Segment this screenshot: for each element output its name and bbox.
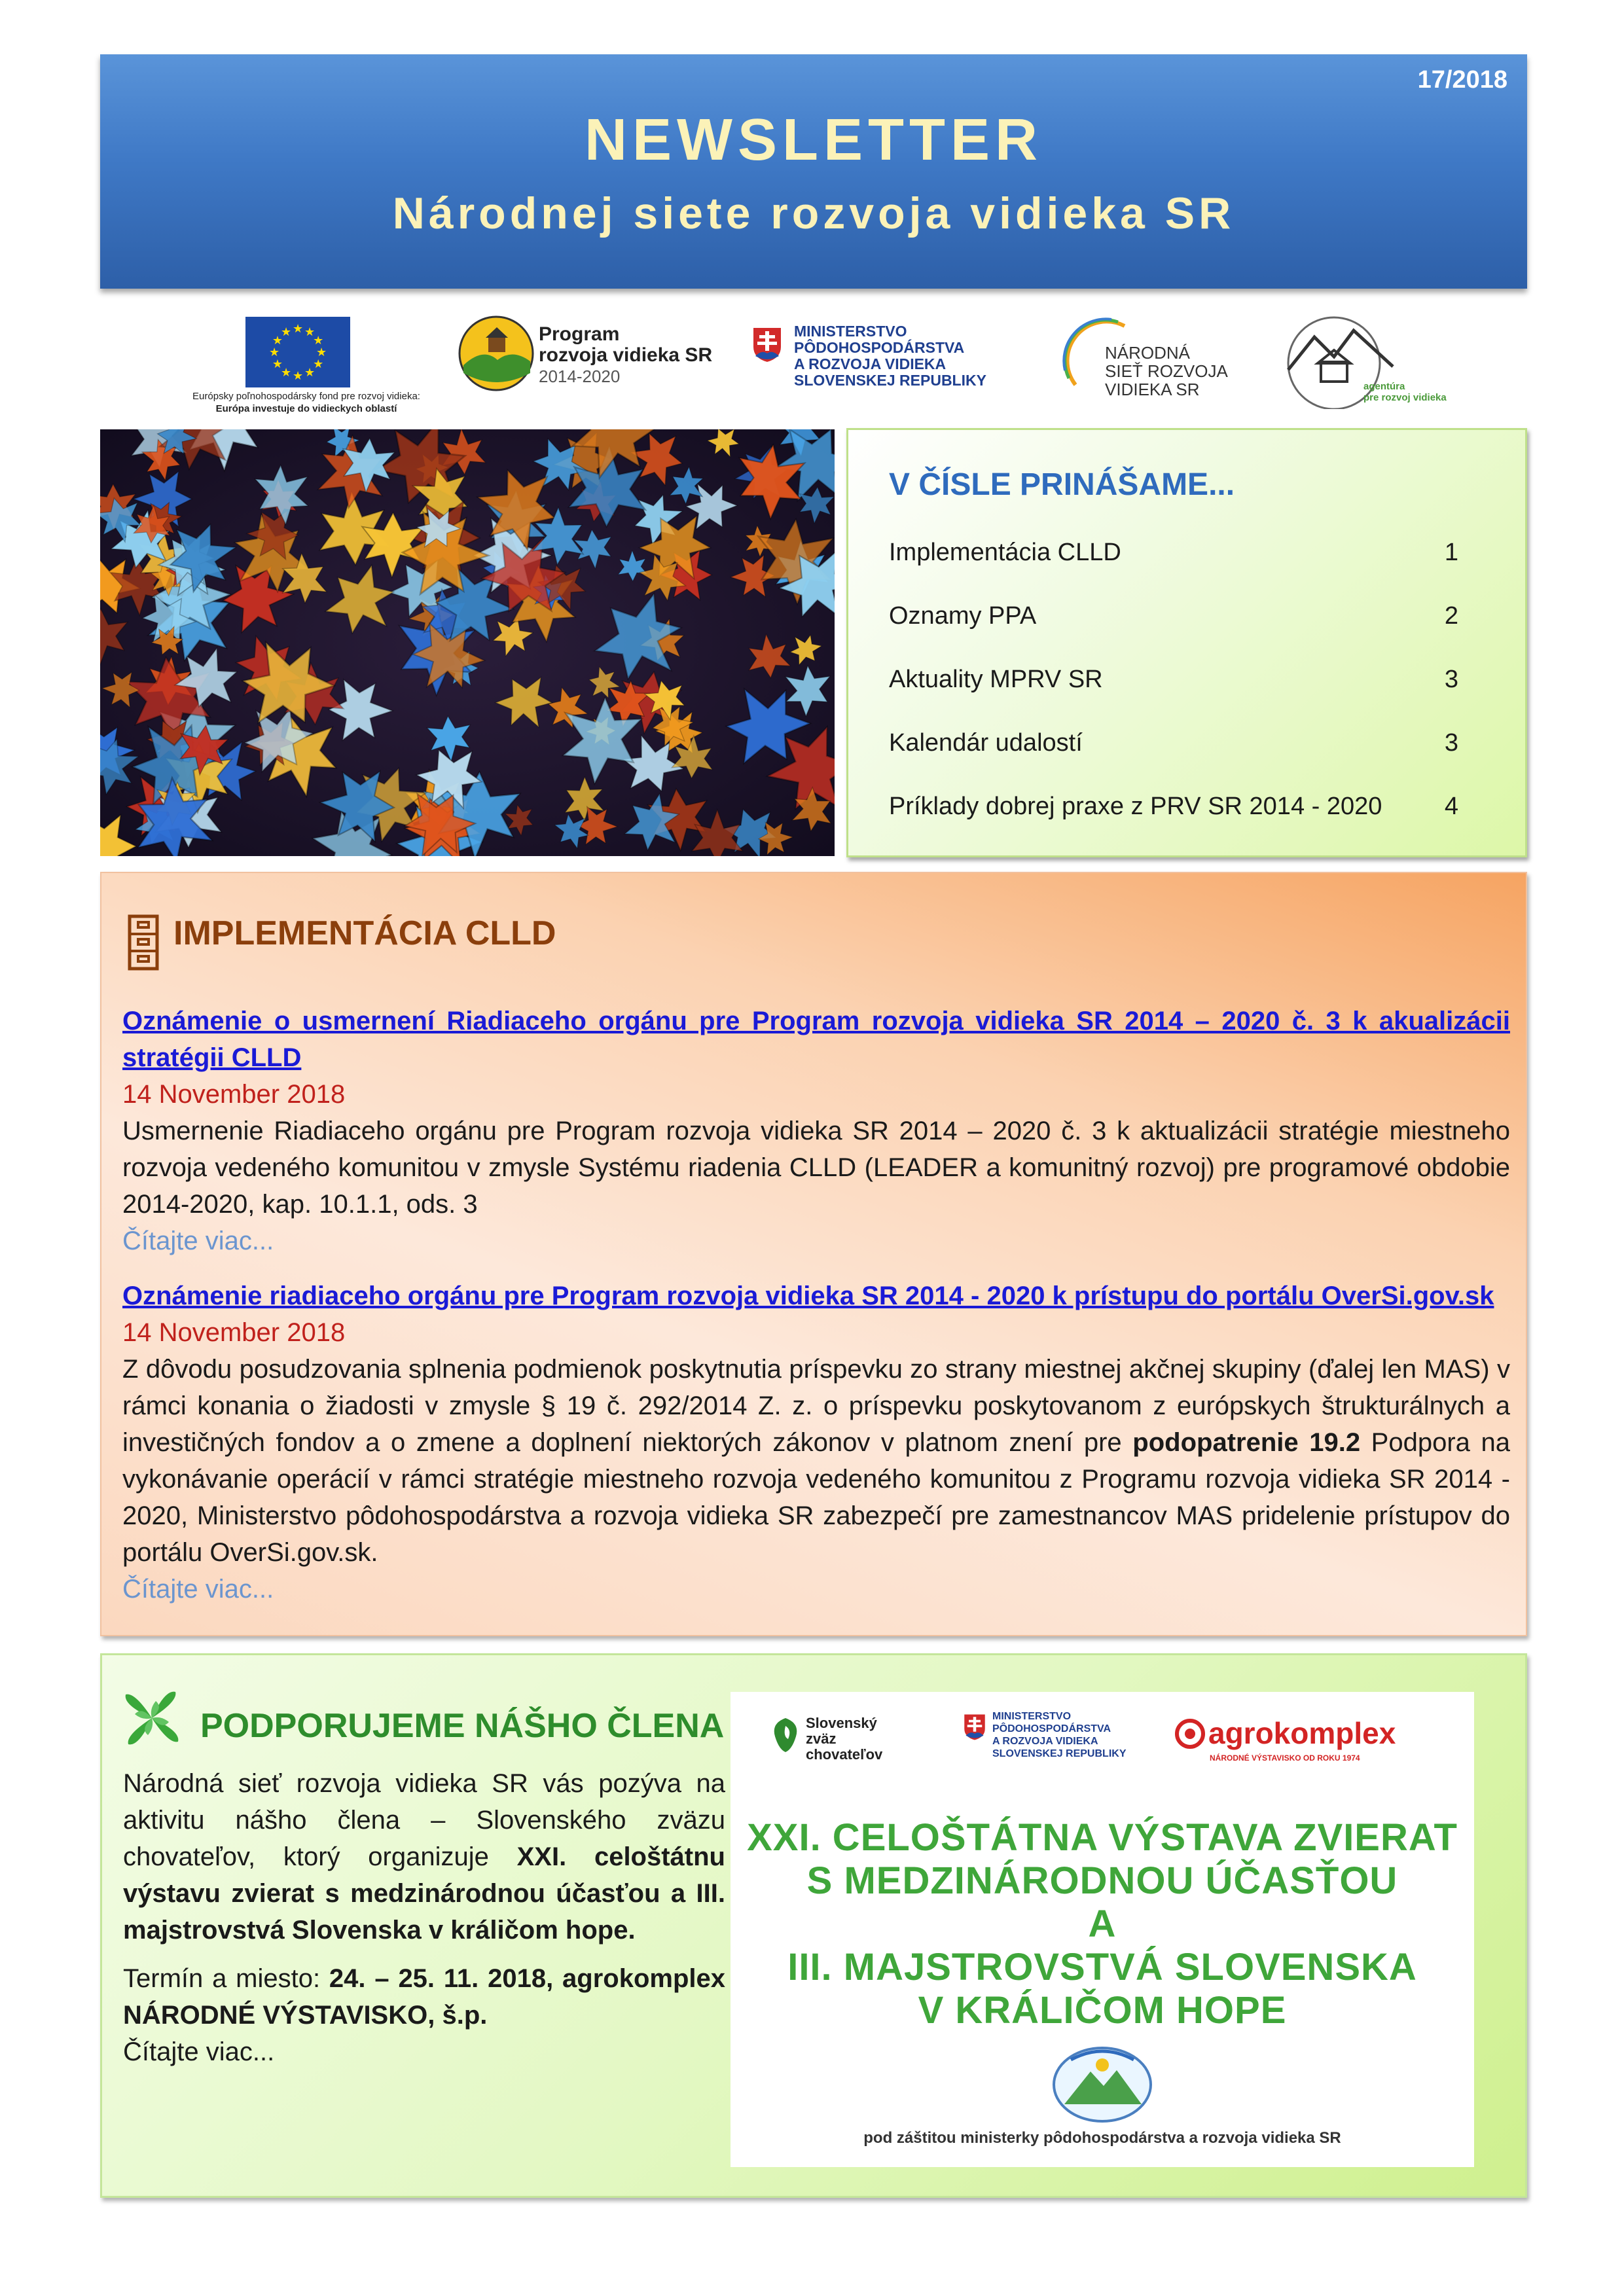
nsrv-line: NÁRODNÁ [1105,343,1191,363]
eu-star-icon: ★ [304,325,316,338]
article-body-bold: podopatrenie 19.2 [1132,1428,1361,1457]
ministry-line: PÔDOHOSPODÁRSTVA [794,339,965,356]
ministry-line: A ROZVOJA VIDIEKA [794,355,947,372]
toc-item-page: 2 [1444,602,1458,630]
member-text: Národná sieť rozvoja vidieka SR vás pozýva na aktivitu nášho člena – Slovenského zväzu chovateľov, ktorý organizuje [123,1769,725,1871]
toc-item-page: 4 [1444,793,1458,820]
toc-item-label: Aktuality MPRV SR [889,666,1103,693]
eu-caption-line: Európa investuje do vidieckych oblastí [215,403,397,414]
eu-star-icon: ★ [313,334,324,347]
toc-item-label: Oznamy PPA [889,602,1037,630]
toc-title: V ČÍSLE PRINÁŠAME... [889,467,1235,502]
sponsor-line: zväz [806,1731,837,1747]
agency-logo-text [1363,381,1447,403]
article-date: 14 November 2018 [122,1080,346,1109]
nsrv-line: VIDIEKA SR [1105,380,1200,399]
agrokomplex-logo-icon [1174,1718,1206,1749]
read-more-link[interactable]: Čítajte viac... [123,2037,275,2066]
prv-logo-text [539,324,712,366]
newsletter-title: NEWSLETTER [585,107,1043,173]
breeders-union-logo-icon [770,1717,801,1753]
article-title-link[interactable]: Oznámenie riadiaceho orgánu pre Program rozvoja vidieka SR 2014 - 2020 k prístupu do portálu OverSi.gov.sk [122,1282,1494,1310]
eu-star-icon: ★ [293,369,304,382]
toc-item-label: Kalendár udalostí [889,729,1083,757]
prv-line: rozvoja vidieka SR [539,344,713,366]
article-body-text: Z dôvodu posudzovania splnenia podmienok poskytnutia príspevku zo strany miestnej akčnej skupiny (ďalej len MAS) v rámci konania o žiadosti v zmysle § 19 č. 292/2014 Z. z. o príspevku poskytovanom z európskych štrukturálnych a investičných fondov a o zmene a doplnení niektorých zákonov v platnom znení pre [122,1355,1510,1457]
member-paragraph [123,1960,725,2034]
clld-section [100,872,1527,1636]
sponsor-line: SLOVENSKEJ REPUBLIKY [992,1748,1127,1759]
toc-item-label: Implementácia CLLD [889,539,1121,566]
newsletter-header [100,54,1527,289]
agrokomplex-tagline: NÁRODNÉ VÝSTAVISKO OD ROKU 1974 [1210,1753,1360,1763]
eu-caption-line: Európsky poľnohospodársky fond pre rozvoj vidieka: [192,391,420,402]
ministry-logo-text [794,323,986,389]
toc-item-page: 3 [1444,729,1458,757]
member-heading: PODPORUJEME NÁŠHO ČLENA [200,1707,725,1745]
read-more-link[interactable]: Čítajte viac... [122,1575,274,1604]
sponsor-line: MINISTERSTVO [992,1711,1072,1722]
sponsor-line: A ROZVOJA VIDIEKA [992,1736,1098,1747]
member-text-bold: 24. – 25. 11. 2018, agrokomplex NÁRODNÉ VÝSTAVISKO, š.p. [123,1964,725,2030]
eu-star-icon: ★ [316,346,327,359]
nsrv-line: SIEŤ ROZVOJA [1105,361,1228,381]
slovak-crest-icon [963,1713,986,1742]
member-paragraph [123,1765,725,1948]
ministry-poster-text [992,1710,1126,1760]
prv-logo-icon [457,314,535,393]
toc-item-page: 3 [1444,666,1458,693]
eu-star-icon: ★ [304,366,316,380]
eu-star-icon: ★ [269,346,280,359]
agrokomplex-text: agrokomplex [1208,1716,1396,1750]
eu-star-icon: ★ [272,334,283,347]
poster-title-line: S MEDZINÁRODNOU ÚČASŤOU [806,1859,1398,1902]
ministry-line: SLOVENSKEJ REPUBLIKY [794,372,986,389]
member-section [100,1653,1527,2198]
poster-title-line: III. MAJSTROVSTVÁ SLOVENSKA [787,1946,1417,1988]
eu-star-icon: ★ [272,357,283,370]
sponsor-line: Slovenský [806,1715,877,1731]
eu-star-icon: ★ [281,325,292,338]
sponsor-line: PÔDOHOSPODÁRSTVA [992,1723,1111,1734]
prv-line: Program [539,323,620,345]
autumn-leaves-photo [100,429,835,856]
issue-number: 17/2018 [1417,66,1507,94]
prv-years: 2014-2020 [539,367,621,386]
article-body: Usmernenie Riadiaceho orgánu pre Program rozvoja vidieka SR 2014 – 2020 č. 3 k aktualizácii stratégie miestneho rozvoja vedeného komunitou v zmysle Systému riadenia CLLD (LEADER a komunitný rozvoj) pre programové obdobie 2014-2020, kap. 10.1.1, ods. 3 [122,1117,1510,1219]
slovak-crest-icon [751,326,783,364]
table-of-contents [846,428,1527,857]
eu-star-icon: ★ [313,357,324,370]
article-date: 14 November 2018 [122,1318,346,1347]
partner-logos [100,308,1527,425]
poster-title-line: XXI. CELOŠTÁTNA VÝSTAVA ZVIERAT [747,1816,1458,1859]
article-body-text: Podpora na vykonávanie operácií v rámci stratégie miestneho rozvoja vedeného komunitou z Programu rozvoja vidieka SR 2014 - 2020, Ministerstvo pôdohospodárstva a rozvoja vidieka SR zabezpečí pre zamestnancov MAS pridelenie prístupov do portálu OverSi.gov.sk. [122,1428,1510,1567]
exhibition-poster [731,1692,1474,2167]
poster-title-line: A [1088,1903,1117,1945]
eu-star-icon: ★ [293,322,304,335]
toc-item-page: 1 [1444,539,1458,566]
nsrv-logo-text [1105,344,1228,399]
article-body [122,1351,1510,1571]
breeders-union-text [806,1715,882,1763]
newsletter-subtitle: Národnej siete rozvoja vidieka SR [392,188,1235,238]
poster-title-line: V KRÁLIČOM HOPE [918,1989,1287,2032]
article-title-link[interactable]: Oznámenie o usmernení Riadiaceho orgánu pre Program rozvoja vidieka SR 2014 – 2020 č. 3 k akualizácii stratégii CLLD [122,1007,1510,1072]
clld-heading: IMPLEMENTÁCIA CLLD [173,914,556,952]
poster-caption: pod záštitou ministerky pôdohospodárstva a rozvoja vidieka SR [863,2129,1341,2147]
agency-line: pre rozvoj vidieka [1363,392,1447,403]
member-text: Termín a miesto: [123,1964,329,1993]
filing-cabinet-icon [128,914,159,971]
eu-fund-caption [169,390,444,415]
green-knot-icon [122,1688,182,1748]
sponsor-line: chovateľov [806,1746,883,1763]
agency-line: agentúra [1363,381,1405,392]
ministry-line: MINISTERSTVO [794,323,907,340]
member-text-bold: XXI. celoštátnu výstavu zvierat s medzinárodnou účasťou a III. majstrovstvá Slovenska v králičom hope. [123,1842,725,1945]
toc-item-label: Príklady dobrej praxe z PRV SR 2014 - 2020 [889,793,1382,820]
championship-emblem-icon [1051,2045,1153,2124]
eu-star-icon: ★ [281,366,292,380]
eu-flag-icon [245,317,350,387]
read-more-link[interactable]: Čítajte viac... [122,1227,274,1255]
